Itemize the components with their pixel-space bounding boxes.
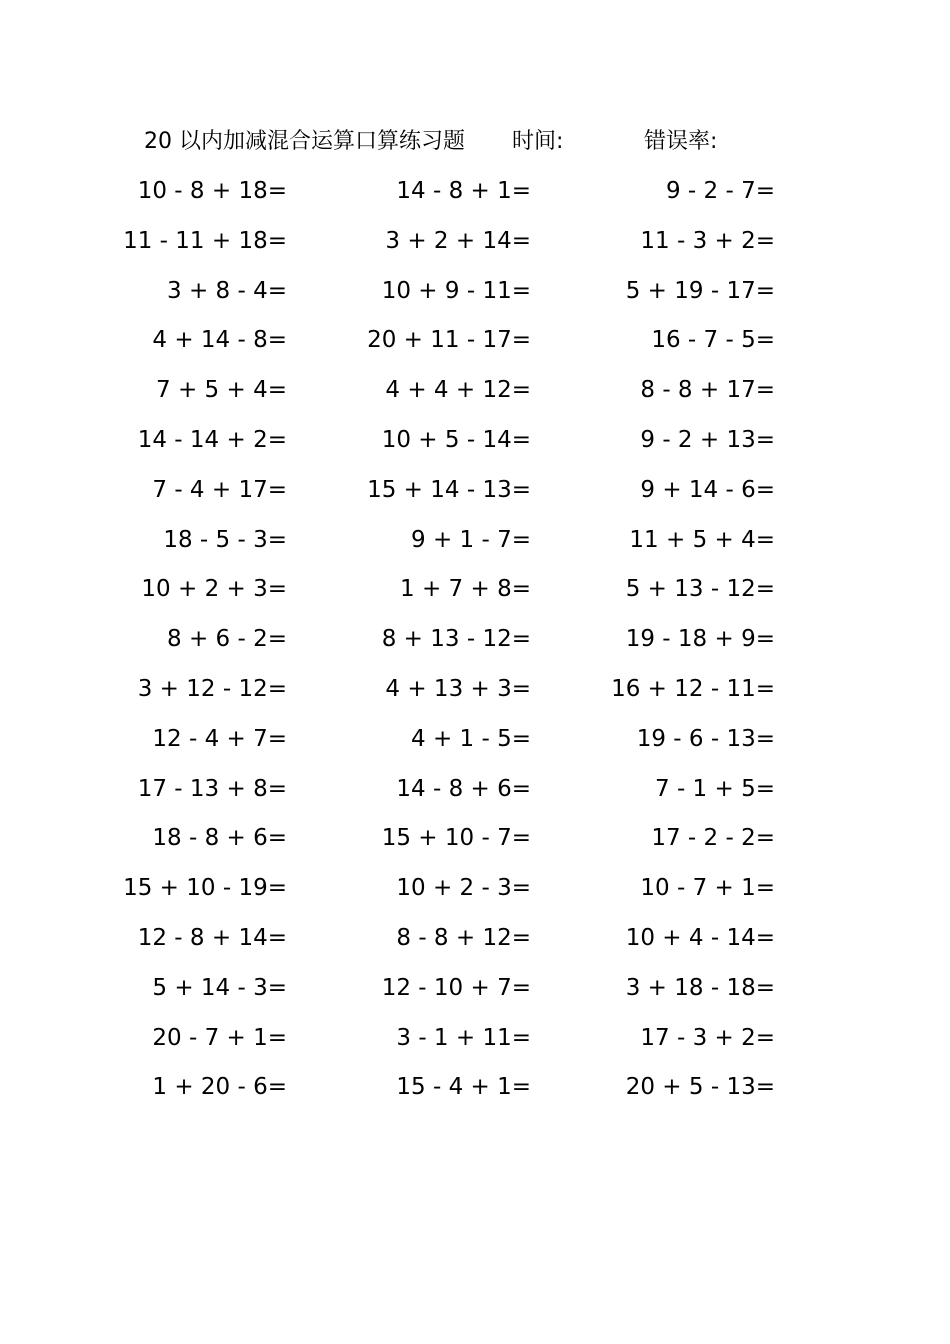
problem-item: 10 + 9 - 11=	[381, 277, 531, 304]
problem-item: 7 - 4 + 17=	[152, 476, 287, 503]
problem-item: 10 - 7 + 1=	[640, 875, 775, 902]
problem-item: 1 + 7 + 8=	[400, 576, 531, 603]
problem-item: 5 + 13 - 12=	[625, 576, 775, 603]
problem-item: 18 - 8 + 6=	[152, 825, 287, 852]
problem-item: 14 - 8 + 6=	[396, 775, 531, 802]
problem-item: 12 - 10 + 7=	[381, 974, 531, 1001]
problem-item: 11 - 11 + 18=	[123, 227, 287, 254]
problem-item: 9 - 2 - 7=	[665, 178, 775, 204]
problem-item: 8 + 13 - 12=	[381, 626, 531, 653]
problem-item: 5 + 14 - 3=	[152, 974, 287, 1001]
problem-item: 20 + 5 - 13=	[625, 1074, 775, 1101]
problem-item: 20 + 11 - 17=	[367, 327, 531, 354]
problem-item: 10 - 8 + 18=	[137, 178, 287, 204]
time-label: 时间:	[512, 129, 564, 154]
problem-item: 3 + 2 + 14=	[385, 227, 531, 254]
problem-item: 9 + 14 - 6=	[640, 476, 775, 503]
problem-item: 7 + 5 + 4=	[156, 377, 287, 404]
problem-item: 14 - 8 + 1=	[396, 178, 531, 204]
problem-item: 9 + 1 - 7=	[411, 526, 531, 553]
problem-item: 16 + 12 - 11=	[611, 675, 775, 702]
problem-item: 9 - 2 + 13=	[640, 426, 775, 453]
problem-item: 7 - 1 + 5=	[655, 775, 775, 802]
problem-item: 19 - 6 - 13=	[636, 725, 775, 752]
problem-item: 3 - 1 + 11=	[396, 1024, 531, 1051]
problem-item: 20 - 7 + 1=	[152, 1024, 287, 1051]
error-rate-label: 错误率:	[644, 129, 718, 154]
problem-item: 17 - 13 + 8=	[137, 775, 287, 802]
problem-item: 12 - 4 + 7=	[152, 725, 287, 752]
problem-item: 11 - 3 + 2=	[640, 227, 775, 254]
problem-item: 8 + 6 - 2=	[167, 626, 287, 653]
problem-item: 16 - 7 - 5=	[651, 327, 775, 354]
problem-item: 8 - 8 + 12=	[396, 924, 531, 951]
problem-item: 4 + 14 - 8=	[152, 327, 287, 354]
problem-item: 3 + 8 - 4=	[167, 277, 287, 304]
problem-item: 18 - 5 - 3=	[163, 526, 287, 553]
worksheet-title: 20 以内加减混合运算口算练习题	[144, 129, 465, 154]
problem-item: 8 - 8 + 17=	[640, 377, 775, 404]
problem-item: 15 + 10 - 7=	[381, 825, 531, 852]
problem-item: 4 + 13 + 3=	[385, 675, 531, 702]
worksheet-header	[144, 124, 844, 160]
problem-item: 15 - 4 + 1=	[396, 1074, 531, 1101]
problem-item: 12 - 8 + 14=	[137, 924, 287, 951]
problem-item: 10 + 2 + 3=	[141, 576, 287, 603]
problem-item: 4 + 1 - 5=	[411, 725, 531, 752]
problem-item: 14 - 14 + 2=	[137, 426, 287, 453]
problem-item: 19 - 18 + 9=	[625, 626, 775, 653]
problem-item: 3 + 12 - 12=	[137, 675, 287, 702]
problem-item: 15 + 14 - 13=	[367, 476, 531, 503]
problem-item: 17 - 2 - 2=	[651, 825, 775, 852]
problem-item: 4 + 4 + 12=	[385, 377, 531, 404]
problem-item: 1 + 20 - 6=	[152, 1074, 287, 1101]
problem-item: 10 + 2 - 3=	[396, 875, 531, 902]
problem-item: 17 - 3 + 2=	[640, 1024, 775, 1051]
problem-item: 10 + 4 - 14=	[625, 924, 775, 951]
problem-item: 15 + 10 - 19=	[123, 875, 287, 902]
problem-item: 10 + 5 - 14=	[381, 426, 531, 453]
problem-item: 5 + 19 - 17=	[625, 277, 775, 304]
problem-grid	[0, 172, 950, 1118]
problem-item: 3 + 18 - 18=	[625, 974, 775, 1001]
problem-item: 11 + 5 + 4=	[629, 526, 775, 553]
